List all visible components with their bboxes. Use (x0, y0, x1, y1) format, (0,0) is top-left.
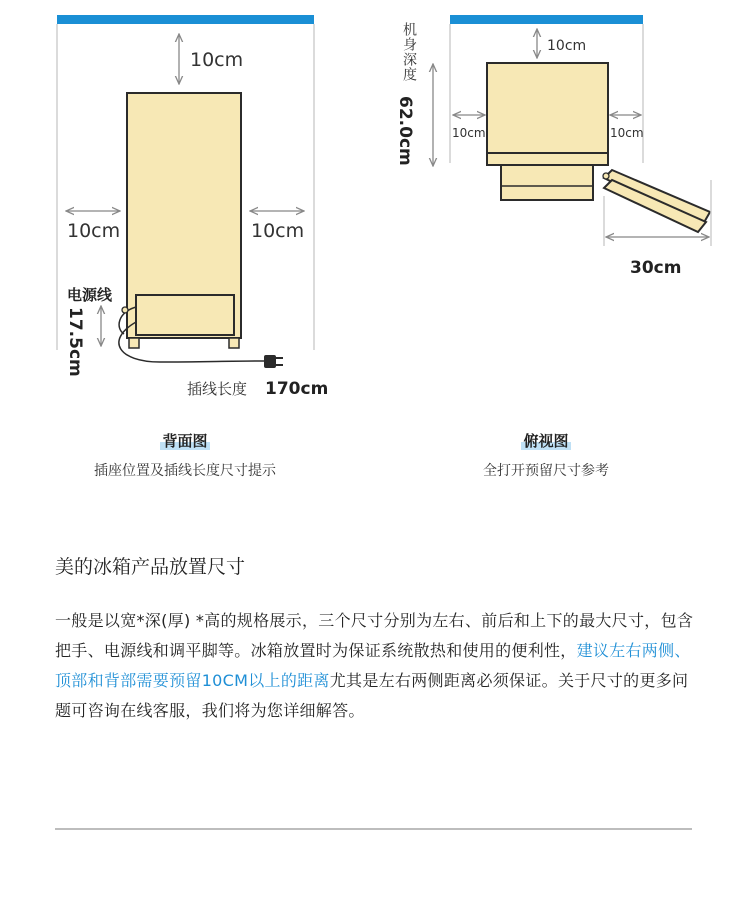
top-right-gap-label: 10cm (610, 126, 644, 140)
cord-height-label: 17.5cm (65, 307, 85, 377)
top-view-title (446, 430, 646, 451)
top-drawer (501, 165, 593, 200)
back-view-title (85, 430, 285, 451)
back-top-gap-label: 10cm (190, 49, 244, 71)
body-text-after: 尤其是左右两侧距离必须保证。关于尺寸的更多问题可咨询在线客服，我们将为您详细解答。 (55, 671, 689, 720)
back-foot-left (129, 338, 139, 348)
top-gap-label: 10cm (547, 38, 587, 54)
body-text-highlight: 建议左右两侧、顶部和背部需要预留10CM以上的距离 (55, 641, 691, 690)
open-door (603, 170, 710, 232)
depth-label: 机身深度 (401, 22, 417, 82)
top-left-gap-label: 10cm (452, 126, 486, 140)
cord-label: 电源线 (67, 286, 113, 304)
back-wall-top (57, 15, 314, 24)
plug-length-label: 插线长度 (187, 380, 248, 398)
section-body (55, 606, 695, 726)
back-left-gap-label: 10cm (67, 220, 121, 242)
top-view-title-text: 俯视图 (523, 432, 569, 450)
top-view-diagram (395, 15, 711, 278)
section-title: 美的冰箱产品放置尺寸 (55, 556, 246, 578)
cord-joint (122, 307, 128, 313)
back-view-subtitle: 插座位置及插线长度尺寸提示 (94, 463, 276, 479)
top-wall-top (450, 15, 643, 24)
plug-length-value: 170cm (265, 379, 329, 399)
bottom-divider (55, 828, 692, 830)
back-view-title-text: 背面图 (162, 432, 208, 450)
back-foot-right (229, 338, 239, 348)
depth-value: 62.0cm (395, 96, 415, 166)
plug-icon (264, 355, 283, 368)
back-compressor-panel (136, 295, 234, 335)
top-fridge-body (487, 63, 608, 165)
back-view-diagram (57, 15, 328, 399)
door-swing-label: 30cm (630, 258, 682, 278)
top-view-subtitle: 全打开预留尺寸参考 (483, 463, 609, 479)
body-text-before: 一般是以宽*深(厚) *高的规格展示，三个尺寸分别为左右、前后和上下的最大尺寸，包含把手、电源线和调平脚等。冰箱放置时为保证系统散热和使用的便利性， (55, 611, 694, 660)
back-right-gap-label: 10cm (251, 220, 305, 242)
